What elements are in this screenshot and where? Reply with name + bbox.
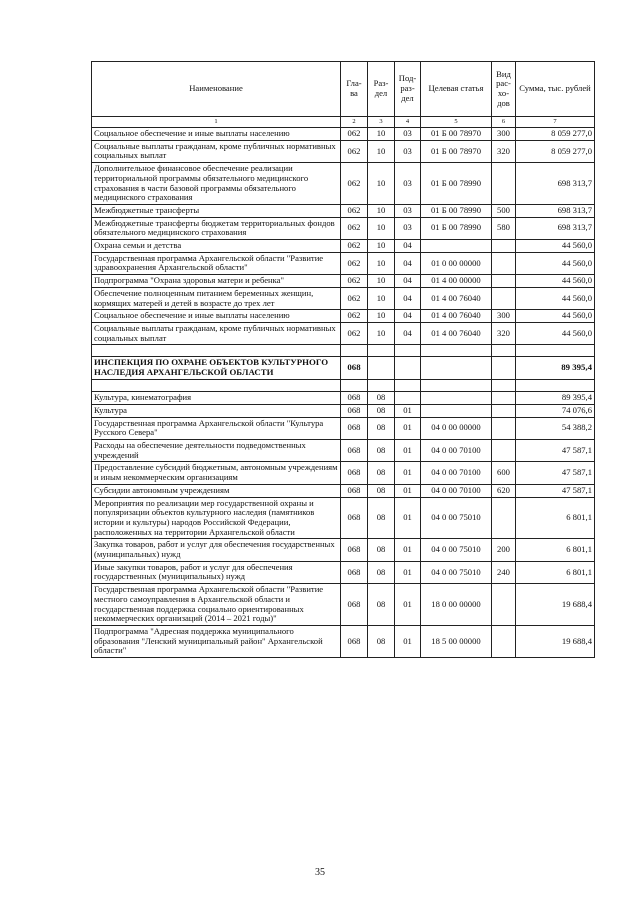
cell-target: 04 0 00 75010 [421,561,492,583]
cell-chapter: 068 [341,417,368,439]
cell-subsection: 03 [395,140,421,162]
table-row [92,322,595,344]
cell-section: 08 [368,440,395,462]
header-chapter: Гла-ва [341,62,368,117]
cell-chapter: 062 [341,275,368,288]
cell-expense-type [492,275,516,288]
cell-section: 08 [368,584,395,626]
table-row [92,626,595,658]
cell-expense-type: 500 [492,204,516,217]
page-number: 35 [315,867,325,878]
cell-name: Подпрограмма "Охрана здоровья матери и ребенка" [92,275,341,288]
cell-subsection: 01 [395,561,421,583]
cell-subsection: 03 [395,163,421,205]
header-section: Раз-дел [368,62,395,117]
table-row [92,539,595,561]
cell-target: 01 0 00 00000 [421,252,492,274]
cell-name: Межбюджетные трансферты бюджетам территориальных фондов обязательного медицинского страхования [92,217,341,239]
cell-section: 08 [368,539,395,561]
cell-name: Предоставление субсидий бюджетным, автономным учреждениям и иным некоммерческим организациям [92,462,341,484]
cell-amount: 47 587,1 [516,462,595,484]
cell-chapter: 062 [341,310,368,323]
cell-target [421,404,492,417]
cell-name: Обеспечение полноценным питанием беременных женщин, кормящих матерей и детей в возрасте до трех лет [92,287,341,309]
blank-cell [92,380,341,392]
cell-section: 08 [368,561,395,583]
cell-section: 10 [368,128,395,141]
table-row [92,287,595,309]
cell-expense-type [492,584,516,626]
table-row [92,128,595,141]
cell-amount: 6 801,1 [516,561,595,583]
cell-amount: 19 688,4 [516,626,595,658]
cell-expense-type: 580 [492,217,516,239]
table-row [92,163,595,205]
cell-amount: 44 560,0 [516,322,595,344]
cell-target: 01 4 00 76040 [421,310,492,323]
cell-section: 10 [368,275,395,288]
blank-cell [368,345,395,357]
header-amount: Сумма, тыс. рублей [516,62,595,117]
cell-chapter: 062 [341,163,368,205]
cell-subsection: 01 [395,484,421,497]
cell-target: 04 0 00 70100 [421,484,492,497]
cell-name: Межбюджетные трансферты [92,204,341,217]
cell-section: 08 [368,497,395,539]
cell-name: Культура, кинематография [92,392,341,405]
cell-amount: 6 801,1 [516,539,595,561]
header-expense-type: Вид рас-хо-дов [492,62,516,117]
cell-section: 08 [368,392,395,405]
cell-chapter: 062 [341,287,368,309]
cell-chapter: 062 [341,204,368,217]
column-number: 2 [341,117,368,128]
cell-amount: 74 076,6 [516,404,595,417]
cell-chapter: 068 [341,484,368,497]
table-row [92,497,595,539]
cell-target: 01 Б 00 78970 [421,128,492,141]
cell-subsection: 01 [395,417,421,439]
table-row [92,310,595,323]
blank-cell [492,345,516,357]
cell-section: 10 [368,140,395,162]
cell-section: 10 [368,204,395,217]
cell-expense-type [492,252,516,274]
cell-name: Мероприятия по реализации мер государственной охраны и популяризации объектов культурного наследия (памятников истории и культуры) народов Российской Федерации, расположенных на территории Архангельской области [92,497,341,539]
cell-expense-type [492,404,516,417]
cell-expense-type: 300 [492,310,516,323]
cell-chapter: 062 [341,240,368,253]
blank-cell [368,380,395,392]
cell-subsection: 01 [395,539,421,561]
table-row [92,392,595,405]
cell-section: 10 [368,217,395,239]
cell-target: 04 0 00 00000 [421,417,492,439]
cell-subsection: 01 [395,497,421,539]
table-row [92,275,595,288]
cell-target: 18 5 00 00000 [421,626,492,658]
cell-expense-type [492,417,516,439]
cell-subsection: 04 [395,240,421,253]
cell-expense-type: 320 [492,140,516,162]
cell-name: Охрана семьи и детства [92,240,341,253]
cell-expense-type [492,440,516,462]
cell-section: 08 [368,462,395,484]
cell-section: 10 [368,163,395,205]
cell-name: Государственная программа Архангельской области "Развитие местного самоуправления в Архангельской области и государственная поддержка социально ориентированных некоммерческих организаций (2014 – 2021 годы)" [92,584,341,626]
column-number: 5 [421,117,492,128]
cell-amount: 19 688,4 [516,584,595,626]
blank-cell [516,380,595,392]
table-row [92,584,595,626]
cell-amount: 44 560,0 [516,275,595,288]
cell-amount: 698 313,7 [516,217,595,239]
cell-amount: 44 560,0 [516,240,595,253]
cell-chapter: 068 [341,561,368,583]
cell-section: 08 [368,417,395,439]
cell-subsection: 04 [395,287,421,309]
table-row [92,484,595,497]
table-row [92,417,595,439]
cell-section: 10 [368,240,395,253]
blank-row [92,380,595,392]
table-row [92,561,595,583]
cell-section: 10 [368,252,395,274]
cell-subsection: 04 [395,310,421,323]
cell-section: 08 [368,626,395,658]
cell-subsection: 03 [395,128,421,141]
cell-subsection: 03 [395,204,421,217]
table-row [92,404,595,417]
cell-expense-type: 300 [492,128,516,141]
cell-target: 01 Б 00 78990 [421,204,492,217]
cell-subsection: 01 [395,626,421,658]
cell-subsection: 04 [395,275,421,288]
cell-target: 01 4 00 76040 [421,322,492,344]
blank-cell [421,380,492,392]
cell-amount: 44 560,0 [516,310,595,323]
cell-chapter: 062 [341,217,368,239]
cell-chapter: 068 [341,626,368,658]
header-target: Целевая статья [421,62,492,117]
cell-subsection: 04 [395,252,421,274]
cell-name: Социальное обеспечение и иные выплаты населению [92,310,341,323]
cell-chapter: 062 [341,252,368,274]
cell-subsection [395,357,421,380]
cell-name: Социальное обеспечение и иные выплаты населению [92,128,341,141]
column-number: 1 [92,117,341,128]
cell-subsection: 01 [395,584,421,626]
cell-amount: 8 059 277,0 [516,128,595,141]
cell-section [368,357,395,380]
cell-target: 01 Б 00 78990 [421,217,492,239]
blank-cell [92,345,341,357]
cell-name: Государственная программа Архангельской области "Культура Русского Севера" [92,417,341,439]
table-row [92,140,595,162]
header-subsection: Под-раз-дел [395,62,421,117]
table-row [92,204,595,217]
cell-name: Закупка товаров, работ и услуг для обеспечения государственных (муниципальных) нужд [92,539,341,561]
cell-name: Подпрограмма "Адресная поддержка муниципального образования "Ленский муниципальный район" Архангельской области" [92,626,341,658]
table-row [92,252,595,274]
cell-chapter: 062 [341,322,368,344]
cell-section: 08 [368,404,395,417]
cell-target: 18 0 00 00000 [421,584,492,626]
blank-cell [421,345,492,357]
table-row [92,462,595,484]
cell-amount: 698 313,7 [516,163,595,205]
cell-chapter: 068 [341,357,368,380]
blank-cell [516,345,595,357]
blank-cell [395,380,421,392]
cell-name: Дополнительное финансовое обеспечение реализации территориальной программы обязательного медицинского страхования в части базовой программы обязательного медицинского страхования [92,163,341,205]
cell-name: Социальные выплаты гражданам, кроме публичных нормативных социальных выплат [92,322,341,344]
cell-name: Иные закупки товаров, работ и услуг для обеспечения государственных (муниципальных) нужд [92,561,341,583]
cell-expense-type [492,497,516,539]
cell-chapter: 068 [341,584,368,626]
cell-target: 01 Б 00 78970 [421,140,492,162]
cell-name: Социальные выплаты гражданам, кроме публичных нормативных социальных выплат [92,140,341,162]
cell-subsection: 03 [395,217,421,239]
cell-target: 01 4 00 00000 [421,275,492,288]
cell-subsection: 01 [395,404,421,417]
cell-expense-type [492,163,516,205]
cell-target: 01 4 00 76040 [421,287,492,309]
cell-expense-type [492,240,516,253]
cell-amount: 47 587,1 [516,440,595,462]
cell-chapter: 068 [341,497,368,539]
cell-name: Культура [92,404,341,417]
cell-chapter: 062 [341,128,368,141]
cell-amount: 54 388,2 [516,417,595,439]
cell-amount: 44 560,0 [516,252,595,274]
cell-amount: 6 801,1 [516,497,595,539]
cell-target [421,240,492,253]
cell-section: 10 [368,310,395,323]
cell-amount: 89 395,4 [516,392,595,405]
blank-cell [341,345,368,357]
cell-target: 01 Б 00 78990 [421,163,492,205]
cell-expense-type: 320 [492,322,516,344]
cell-amount: 89 395,4 [516,357,595,380]
table-body [92,128,595,658]
cell-expense-type: 240 [492,561,516,583]
cell-section: 08 [368,484,395,497]
cell-expense-type [492,287,516,309]
cell-section: 10 [368,322,395,344]
cell-amount: 8 059 277,0 [516,140,595,162]
table-section-header-row [92,357,595,380]
column-number: 4 [395,117,421,128]
cell-subsection: 01 [395,462,421,484]
cell-chapter: 068 [341,440,368,462]
cell-expense-type [492,392,516,405]
blank-cell [492,380,516,392]
column-number: 7 [516,117,595,128]
cell-expense-type: 200 [492,539,516,561]
cell-expense-type [492,357,516,380]
column-number: 6 [492,117,516,128]
cell-section: 10 [368,287,395,309]
table-row [92,240,595,253]
blank-row [92,345,595,357]
cell-chapter: 068 [341,404,368,417]
cell-target [421,392,492,405]
cell-subsection: 01 [395,440,421,462]
table-row [92,440,595,462]
cell-amount: 698 313,7 [516,204,595,217]
cell-name: Субсидии автономным учреждениям [92,484,341,497]
cell-target: 04 0 00 70100 [421,440,492,462]
cell-target: 04 0 00 70100 [421,462,492,484]
cell-chapter: 068 [341,539,368,561]
cell-target: 04 0 00 75010 [421,497,492,539]
budget-table [91,61,595,658]
column-number-row [92,117,595,128]
cell-expense-type [492,626,516,658]
cell-subsection [395,392,421,405]
blank-cell [341,380,368,392]
cell-chapter: 068 [341,462,368,484]
cell-expense-type: 620 [492,484,516,497]
cell-chapter: 068 [341,392,368,405]
cell-expense-type: 600 [492,462,516,484]
cell-amount: 44 560,0 [516,287,595,309]
cell-name: Государственная программа Архангельской области "Развитие здравоохранения Архангельской области" [92,252,341,274]
cell-chapter: 062 [341,140,368,162]
cell-amount: 47 587,1 [516,484,595,497]
cell-target: 04 0 00 75010 [421,539,492,561]
cell-name: Расходы на обеспечение деятельности подведомственных учреждений [92,440,341,462]
column-number: 3 [368,117,395,128]
blank-cell [395,345,421,357]
cell-target [421,357,492,380]
table-row [92,217,595,239]
cell-subsection: 04 [395,322,421,344]
header-name: Наименование [92,62,341,117]
table-header-row [92,62,595,117]
cell-name: ИНСПЕКЦИЯ ПО ОХРАНЕ ОБЪЕКТОВ КУЛЬТУРНОГО НАСЛЕДИЯ АРХАНГЕЛЬСКОЙ ОБЛАСТИ [92,357,341,380]
